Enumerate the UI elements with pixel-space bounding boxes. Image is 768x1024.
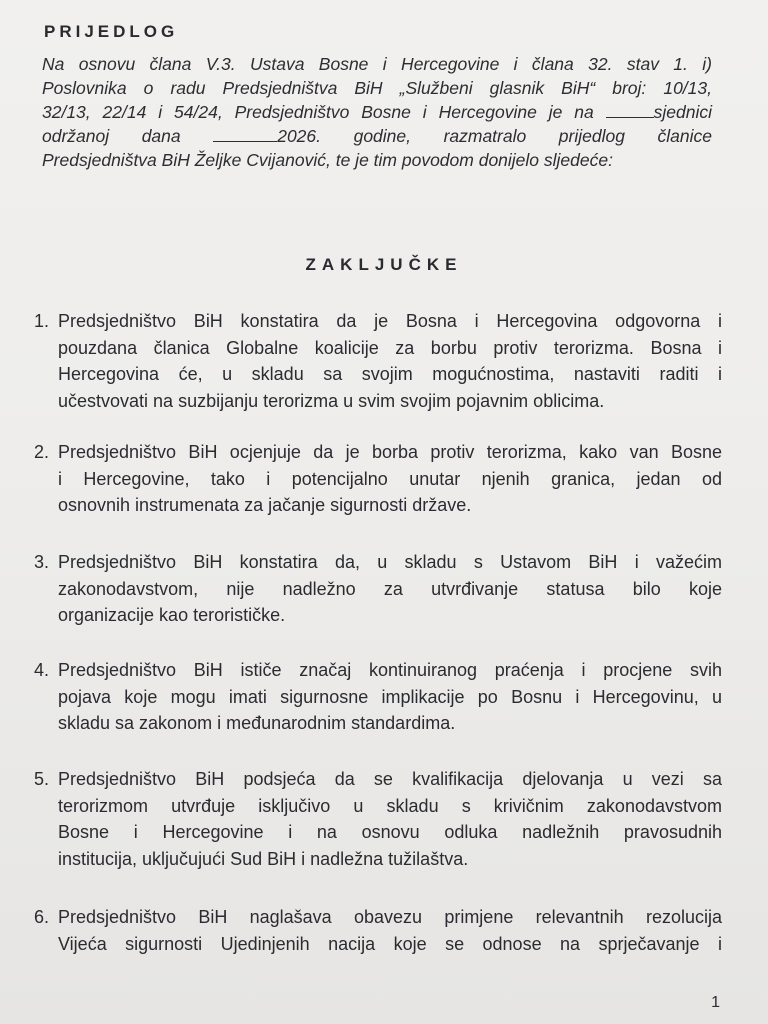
- document-heading: PRIJEDLOG: [44, 22, 179, 41]
- conclusion-item-3: [34, 549, 722, 629]
- item-line: Predsjedništvo BiH naglašava obavezu primjene relevantnih rezolucija: [58, 907, 722, 927]
- preamble-text: 32/13, 22/14 i 54/24, Predsjedništvo Bosne i Hercegovine je na: [42, 102, 594, 122]
- item-line: Predsjedništvo BiH ocjenjuje da je borba protiv terorizma, kako van Bosne: [58, 442, 722, 462]
- preamble-text: 2026. godine, razmatralo prijedlog članice: [277, 126, 712, 146]
- item-line: Bosne i Hercegovine i na osnovu odluka nadležnih pravosudnih: [58, 822, 722, 842]
- item-line: Hercegovina će, u skladu sa svojim mogućnostima, nastaviti raditi i: [58, 364, 722, 384]
- conclusion-item-1: [34, 308, 722, 414]
- item-line: Predsjedništvo BiH konstatira da, u skladu s Ustavom BiH i važećim: [58, 552, 722, 572]
- item-line: Predsjedništvo BiH ističe značaj kontinuiranog praćenja i procjene svih: [58, 660, 722, 680]
- conclusions-title: ZAKLJUČKE: [305, 255, 463, 274]
- page-number: 1: [711, 994, 720, 1011]
- date-blank: [213, 127, 277, 142]
- preamble-line: Na osnovu člana V.3. Ustava Bosne i Hercegovine i člana 32. stav 1. i): [42, 54, 712, 74]
- item-line: skladu sa zakonom i međunarodnim standardima.: [58, 713, 456, 733]
- preamble-line: Poslovnika o radu Predsjedništva BiH „Službeni glasnik BiH“ broj: 10/13,: [42, 78, 712, 98]
- item-line: i Hercegovine, tako i potencijalno unutar njenih granica, jedan od: [58, 468, 722, 489]
- item-number: 4.: [34, 660, 50, 680]
- preamble-text: održanoj dana: [42, 126, 181, 146]
- item-line: institucija, uključujući Sud BiH i nadležna tužilaštva.: [58, 848, 469, 869]
- preamble-line: [42, 124, 712, 148]
- conclusion-item-2: [34, 439, 722, 519]
- item-line: osnovnih instrumenata za jačanje sigurnosti države.: [58, 495, 472, 515]
- conclusion-item-5: [34, 766, 722, 872]
- preamble-line: Predsjedništva BiH Željke Cvijanović, te je tim povodom donijelo sljedeće:: [42, 150, 613, 170]
- preamble-text: sjednici: [653, 102, 712, 122]
- item-number: 5.: [34, 769, 50, 789]
- item-number: 6.: [34, 907, 50, 927]
- item-line: pojava koje mogu imati sigurnosne implikacije po Bosnu i Hercegovinu, u: [58, 686, 722, 707]
- item-line: učestvovati na suzbijanju terorizma u svim svojim pojavnim oblicima.: [58, 390, 605, 411]
- preamble-line: [42, 100, 712, 124]
- item-number: 1.: [34, 311, 50, 331]
- item-line: Vijeća sigurnosti Ujedinjenih nacija koje se odnose na sprječavanje i: [58, 933, 722, 954]
- conclusion-item-4: [34, 657, 722, 737]
- item-line: Predsjedništvo BiH podsjeća da se kvalifikacija djelovanja u vezi sa: [58, 769, 722, 789]
- preamble-paragraph: [42, 52, 712, 172]
- session-blank: [606, 103, 654, 118]
- item-line: terorizmom utvrđuje isključivo u skladu s krivičnim zakonodavstvom: [58, 795, 722, 816]
- item-line: zakonodavstvom, nije nadležno za utvrđivanje statusa bilo koje: [58, 578, 722, 599]
- conclusion-item-6: [34, 904, 722, 957]
- item-line: organizacije kao terorističke.: [58, 605, 286, 625]
- item-number: 3.: [34, 552, 50, 572]
- item-line: Predsjedništvo BiH konstatira da je Bosna i Hercegovina odgovorna i: [58, 311, 722, 331]
- item-line: pouzdana članica Globalne koalicije za borbu protiv terorizma. Bosna i: [58, 337, 722, 358]
- item-number: 2.: [34, 442, 50, 462]
